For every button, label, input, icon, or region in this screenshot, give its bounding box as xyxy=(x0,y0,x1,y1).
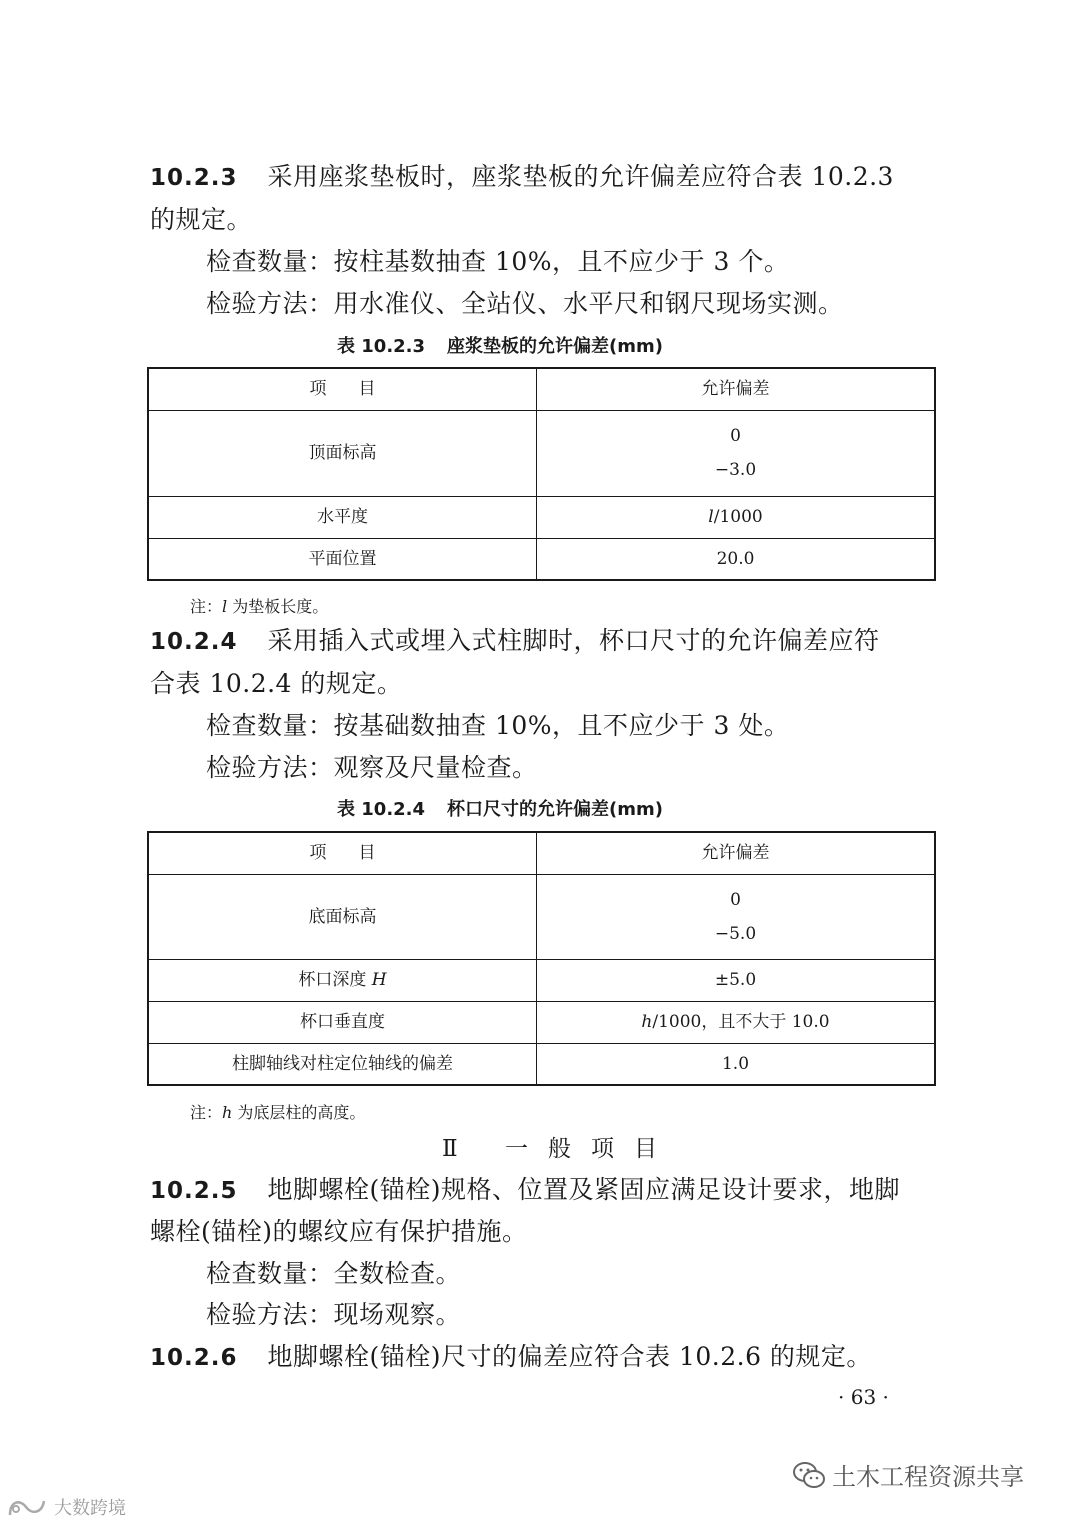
clause-10-2-4-check-method: 检验方法：观察及尺量检查。 xyxy=(206,753,538,782)
clause-number: 10.2.4 xyxy=(150,629,238,655)
table-header-row xyxy=(148,832,935,874)
header-value: 允许偏差 xyxy=(537,368,936,410)
value-line1: 0 xyxy=(730,426,741,446)
value-variable: l xyxy=(708,507,714,527)
row-item: 平面位置 xyxy=(148,538,537,580)
header-item: 项目 xyxy=(148,368,537,410)
table-row xyxy=(148,538,935,580)
row-item: 杯口深度 H xyxy=(148,959,537,1001)
clause-text: 地脚螺栓(锚栓)尺寸的偏差应符合表 10.2.6 的规定。 xyxy=(267,1342,872,1371)
clause-10-2-6-line1 xyxy=(150,1340,872,1375)
header-item: 项目 xyxy=(148,832,537,874)
row-item: 杯口垂直度 xyxy=(148,1001,537,1043)
table-row xyxy=(148,496,935,538)
table-10-2-3-note: 注：l 为垫板长度。 xyxy=(190,597,329,616)
clause-10-2-3-line1 xyxy=(150,160,894,195)
caption-number: 表 10.2.4 xyxy=(337,799,426,820)
clause-10-2-4-line1 xyxy=(150,624,880,659)
value-line1: 0 xyxy=(730,889,741,910)
row-value xyxy=(537,496,936,538)
clause-10-2-4-check-quantity: 检查数量：按基础数抽查 10%，且不应少于 3 处。 xyxy=(206,711,790,740)
clause-10-2-3-check-method: 检验方法：用水准仪、全站仪、水平尺和钢尺现场实测。 xyxy=(206,289,844,318)
table-row xyxy=(148,1001,935,1043)
watermark-right-text: 土木工程资源共享 xyxy=(832,1463,1024,1491)
table-10-2-3 xyxy=(147,367,936,581)
clause-10-2-5-line1 xyxy=(150,1173,900,1208)
table-10-2-4-note: 注：h 为底层柱的高度。 xyxy=(190,1103,366,1122)
table-row xyxy=(148,410,935,496)
clause-number: 10.2.3 xyxy=(150,165,238,191)
value-rest: /1000 xyxy=(713,507,763,527)
row-value xyxy=(537,410,936,496)
clause-text: 采用插入式或埋入式柱脚时，杯口尺寸的允许偏差应符 xyxy=(267,626,880,655)
watermark-left-text: 大数跨境 xyxy=(54,1498,126,1519)
wechat-icon xyxy=(792,1460,826,1490)
clause-text: 采用座浆垫板时，座浆垫板的允许偏差应符合表 10.2.3 xyxy=(267,162,894,191)
value-variable: h xyxy=(641,1012,653,1032)
clause-text: 地脚螺栓(锚栓)规格、位置及紧固应满足设计要求，地脚 xyxy=(267,1175,901,1204)
watermark-left xyxy=(6,1494,126,1520)
clause-10-2-5-line2: 螺栓(锚栓)的螺纹应有保护措施。 xyxy=(150,1217,528,1246)
table-10-2-4-caption xyxy=(337,795,663,821)
row-value xyxy=(537,874,936,959)
value-rest: /1000，且不大于 10.0 xyxy=(652,1012,830,1032)
table-row xyxy=(148,1043,935,1085)
row-value: ±5.0 xyxy=(537,959,936,1001)
clause-number: 10.2.6 xyxy=(150,1345,238,1371)
row-value xyxy=(537,1001,936,1043)
value-line2: −3.0 xyxy=(714,460,757,480)
table-10-2-4 xyxy=(147,831,936,1086)
table-row xyxy=(148,959,935,1001)
section-heading: Ⅱ 一般项目 xyxy=(442,1136,677,1162)
clause-10-2-3-line2: 的规定。 xyxy=(150,205,253,234)
caption-title: 杯口尺寸的允许偏差(mm) xyxy=(447,799,664,820)
row-item: 水平度 xyxy=(148,496,537,538)
caption-number: 表 10.2.3 xyxy=(337,336,426,357)
row-item: 底面标高 xyxy=(148,874,537,959)
clause-10-2-3-check-quantity: 检查数量：按柱基数抽查 10%，且不应少于 3 个。 xyxy=(206,247,790,276)
clause-10-2-4-line2: 合表 10.2.4 的规定。 xyxy=(150,669,403,698)
clause-number: 10.2.5 xyxy=(150,1178,238,1204)
clause-10-2-5-check-method: 检验方法：现场观察。 xyxy=(206,1300,462,1329)
caption-title: 座浆垫板的允许偏差(mm) xyxy=(447,336,664,357)
row-value: 20.0 xyxy=(537,538,936,580)
table-10-2-3-caption xyxy=(337,332,663,358)
row-item: 顶面标高 xyxy=(148,410,537,496)
table-row xyxy=(148,874,935,959)
page-number: · 63 · xyxy=(838,1385,889,1409)
row-item: 柱脚轴线对柱定位轴线的偏差 xyxy=(148,1043,537,1085)
table-header-row xyxy=(148,368,935,410)
header-value: 允许偏差 xyxy=(537,832,936,874)
clause-10-2-5-check-quantity: 检查数量：全数检查。 xyxy=(206,1259,462,1288)
brand-logo-icon xyxy=(6,1495,50,1519)
watermark-right xyxy=(792,1457,1024,1492)
row-value: 1.0 xyxy=(537,1043,936,1085)
value-line2: −5.0 xyxy=(714,923,757,944)
